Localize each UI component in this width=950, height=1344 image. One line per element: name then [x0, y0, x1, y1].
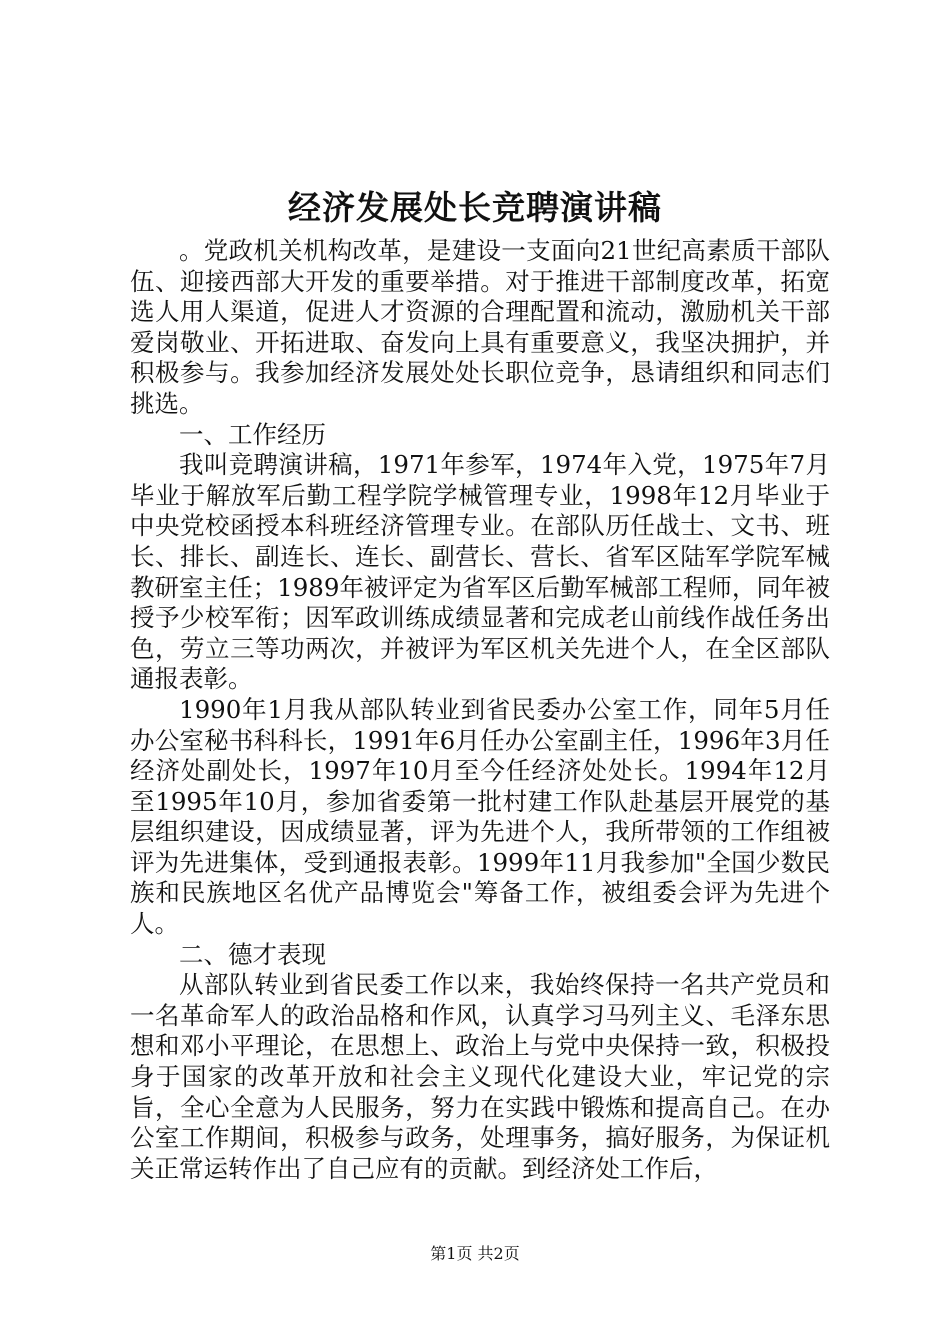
- page-number-footer: 第1页 共2页: [430, 1244, 520, 1263]
- paragraph-civil-career: 1990年1月我从部队转业到省民委办公室工作，同年5月任办公室秘书科科长，1991年6月任办公室副主任，1996年3月任经济处副处长，1997年10月至今任经济处处长。1994年12月至1995年10月，参加省委第一批村建工作队赴基层开展党的基层组织建设，因成绩显著，评为先进个人，我所带领的工作组被评为先进集体，受到通报表彰。1999年11月我参加"全国少数民族和民族地区名优产品博览会"筹备工作，被组委会评为先进个人。: [130, 694, 830, 939]
- section-heading-virtue-ability: 二、德才表现: [179, 939, 326, 969]
- paragraph-military-career: 我叫竞聘演讲稿，1971年参军，1974年入党，1975年7月毕业于解放军后勤工程学院学械管理专业，1998年12月毕业于中央党校函授本科班经济管理专业。在部队历任战士、文书、班长、排长、副连长、连长、副营长、营长、省军区陆军学院军械教研室主任；1989年被评定为省军区后勤军械部工程师，同年被授予少校军衔；因军政训练成绩显著和完成老山前线作战任务出色，劳立三等功两次，并被评为军区机关先进个人，在全区部队通报表彰。: [130, 450, 830, 694]
- document-title: 经济发展处长竞聘演讲稿: [288, 188, 662, 227]
- section-heading-work-experience: 一、工作经历: [179, 419, 326, 449]
- document-body: [130, 236, 830, 1184]
- paragraph-intro: 。党政机关机构改革，是建设一支面向21世纪高素质干部队伍、迎接西部大开发的重要举措。对于推进干部制度改革，拓宽选人用人渠道，促进人才资源的合理配置和流动，激励机关干部爱岗敬业、开拓进取、奋发向上具有重要意义，我坚决拥护，并积极参与。我参加经济发展处处长职位竞争，恳请组织和同志们挑选。: [130, 236, 830, 418]
- paragraph-performance: 从部队转业到省民委工作以来，我始终保持一名共产党员和一名革命军人的政治品格和作风，认真学习马列主义、毛泽东思想和邓小平理论，在思想上、政治上与党中央保持一致，积极投身于国家的改革开放和社会主义现代化建设大业，牢记党的宗旨，全心全意为人民服务，努力在实践中锻炼和提高自己。在办公室工作期间，积极参与政务，处理事务，搞好服务，为保证机关正常运转作出了自己应有的贡献。到经济处工作后，: [130, 970, 830, 1183]
